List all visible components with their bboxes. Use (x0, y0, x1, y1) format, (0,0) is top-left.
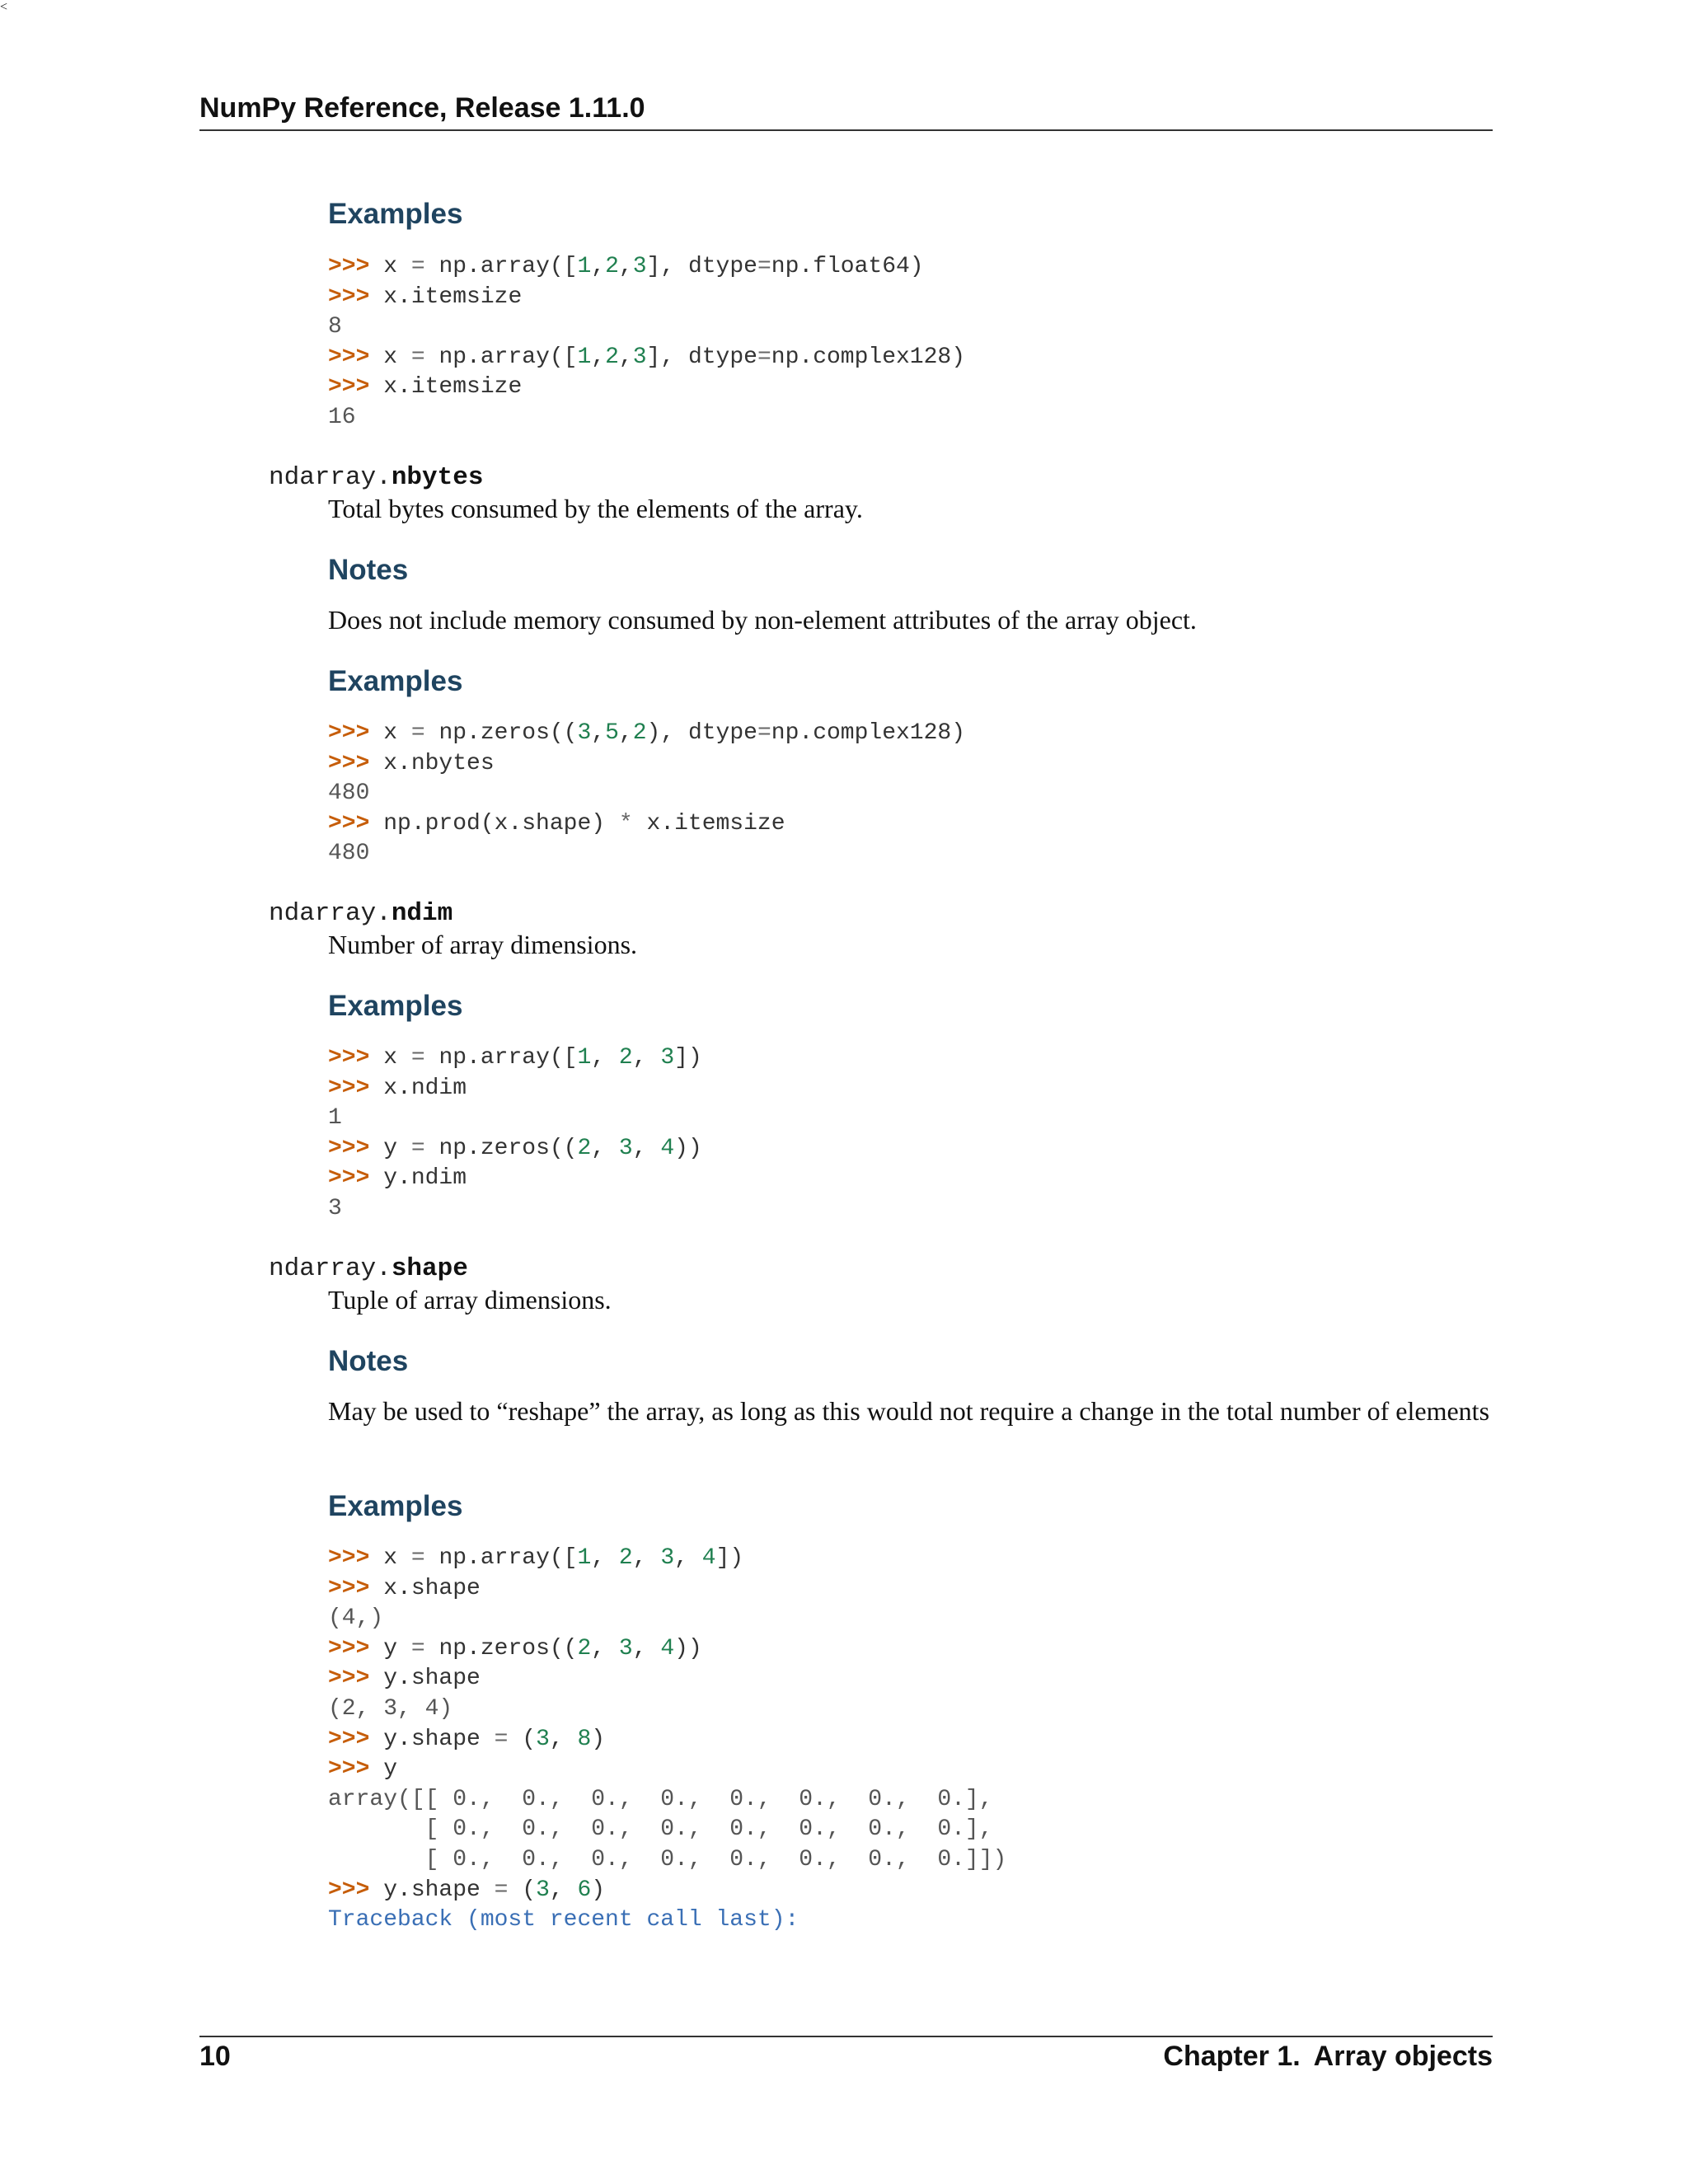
code-token: ( (508, 1726, 537, 1752)
code-prompt: >>> (328, 1165, 384, 1192)
code-token: , (591, 1635, 619, 1661)
code-token: = (410, 1135, 425, 1161)
code-token: np.zeros(( (424, 720, 578, 746)
code-line (328, 1164, 702, 1194)
code-output: [ 0., 0., 0., 0., 0., 0., 0., 0.]]) (328, 1846, 1007, 1872)
code-prompt: >>> (328, 254, 384, 279)
code-token: = (410, 1545, 425, 1571)
attribute-description: Tuple of array dimensions. (328, 1285, 612, 1315)
chapter-title (1163, 2041, 1493, 2073)
code-token: = (410, 1635, 425, 1661)
code-token: 1 (577, 1045, 592, 1071)
code-token: , (591, 344, 606, 370)
page-header-title: NumPy Reference, Release 1.11.0 (199, 92, 645, 124)
code-token: 1 (577, 254, 592, 279)
code-token: = (494, 1726, 509, 1752)
code-line (328, 809, 965, 840)
code-prompt: >>> (328, 1877, 384, 1903)
code-token: 5 (605, 720, 619, 746)
code-token: y.shape (383, 1877, 495, 1903)
code-output: (4,) (328, 1605, 384, 1632)
code-token: , (618, 254, 633, 279)
code-line (328, 1694, 1006, 1725)
document-page: NumPy Reference, Release 1.11.0 Examples >>> x = np.array([1,2,3], dtype=np.float64) >>> x.itemsize 8 >>> x = np.array([1,2,3], dtype=np.complex128) >>> x.itemsize 16 ndarray.nbytes Total bytes consumed by the elements of the array. Notes Does not include memory consumed by non-element attributes of the array object. Examples >>> x = np.zeros((3,5,2), dtype=np.complex128) >>> x.nbytes 480 >>> np.prod(x.shape) * x.itemsize 480 ndarray.ndim Number of array dimensions. Examples >>> x = np.array([1, 2, 3]) >>> x.ndim 1 >>> y = np.zeros((2, 3, 4)) >>> y.ndim 3 < ndarray.shape Tuple of array dimensions. Notes May be used to “reshape” the array, as long as this would not require a change in the total number of elements Examples >>> x = np.array([1, 2, 3, 4]) >>> x.shape (4,) >>> y = np.zeros((2, 3, 4)) >>> y.shape (2, 3, 4) >>> y.shape = (3, 8) >>> y array([[ 0., 0., 0., 0., 0., 0., 0., 0.], [ 0., 0., 0., 0., 0., 0., 0., 0.], [ 0., 0., 0., 0., 0., 0., 0., 0.]]) >>> y.shape = (3, 6) Traceback (most recent call last): 10 Chapter 1. Array objects (0, 0, 1493, 2072)
code-token: x.shape (383, 1575, 481, 1601)
code-line (328, 1634, 1006, 1665)
code-line (328, 1134, 702, 1165)
code-output: 3 (328, 1195, 342, 1221)
code-line (328, 1104, 702, 1134)
code-output: 480 (328, 780, 370, 807)
code-line (328, 1815, 1006, 1845)
code-token: )) (674, 1635, 702, 1661)
code-token: 3 (632, 344, 647, 370)
code-token: )) (674, 1135, 702, 1161)
code-token: 2 (605, 254, 619, 279)
code-prompt: >>> (328, 810, 384, 837)
code-line (328, 1876, 1006, 1906)
examples-heading: Examples (328, 1490, 463, 1522)
code-token: ], dtype (646, 254, 757, 279)
code-token: y (383, 1635, 411, 1661)
attribute-description: Total bytes consumed by the elements of the array. (328, 494, 863, 523)
code-token: , (591, 1135, 619, 1161)
code-line (328, 343, 965, 373)
code-line (328, 1845, 1006, 1876)
notes-heading: Notes (328, 554, 409, 586)
code-token: ], dtype (646, 344, 757, 370)
code-token: x.itemsize (383, 374, 523, 401)
code-token: 2 (618, 1045, 633, 1071)
examples-heading: Examples (328, 198, 463, 230)
code-token: ]) (715, 1545, 744, 1571)
code-token: 2 (577, 1635, 592, 1661)
code-prompt: >>> (328, 374, 384, 401)
code-line (328, 1905, 1006, 1936)
code-line (328, 1043, 702, 1074)
code-block-ndim (328, 1043, 702, 1225)
code-token: , (591, 720, 606, 746)
code-token: = (757, 720, 771, 746)
code-prompt: >>> (328, 344, 384, 370)
attribute-description: Number of array dimensions. (328, 930, 638, 959)
code-token: np.prod(x.shape) (383, 810, 619, 837)
code-token: , (632, 1135, 661, 1161)
examples-heading: Examples (328, 990, 463, 1022)
code-token: = (410, 1045, 425, 1071)
attribute-signature-shape (269, 1254, 468, 1283)
code-token: x (383, 254, 411, 279)
code-token: * (618, 810, 633, 837)
header-rule (199, 129, 1493, 131)
code-output: (2, 3, 4) (328, 1695, 453, 1722)
code-token: y.shape (383, 1666, 481, 1692)
code-token: ) (591, 1877, 606, 1903)
code-token: y.ndim (383, 1165, 467, 1192)
code-output: 8 (328, 314, 342, 340)
code-token: = (410, 254, 425, 279)
code-line (328, 779, 965, 809)
code-token: 8 (577, 1726, 592, 1752)
code-line (328, 373, 965, 403)
code-token: ) (591, 1726, 606, 1752)
notes-paragraph: Does not include memory consumed by non-element attributes of the array object. (328, 605, 1197, 635)
code-token: , (549, 1877, 578, 1903)
code-line (328, 312, 965, 343)
code-prompt: >>> (328, 1575, 384, 1601)
code-prompt: >>> (328, 1726, 384, 1752)
code-output: 480 (328, 841, 370, 867)
code-prompt: >>> (328, 750, 384, 776)
code-token: = (410, 720, 425, 746)
code-token: np.complex128) (771, 344, 966, 370)
code-token: 3 (577, 720, 592, 746)
code-token: np.array([ (424, 254, 578, 279)
code-line (328, 1755, 1006, 1785)
footer-rule (199, 2036, 1493, 2037)
code-line (328, 1544, 1006, 1574)
code-output: 16 (328, 404, 356, 430)
code-block-itemsize (328, 252, 965, 434)
code-prompt: >>> (328, 1666, 384, 1692)
code-token: 2 (605, 344, 619, 370)
code-token: ]) (674, 1045, 702, 1071)
code-token: , (591, 254, 606, 279)
code-line (328, 1785, 1006, 1816)
code-prompt: >>> (328, 1635, 384, 1661)
code-prompt: >>> (328, 1075, 384, 1101)
code-token: 6 (577, 1877, 592, 1903)
code-block-nbytes (328, 719, 965, 869)
examples-heading: Examples (328, 665, 463, 697)
attribute-signature-ndim (269, 899, 452, 928)
code-token: x.ndim (383, 1075, 467, 1101)
code-token: y.shape (383, 1726, 495, 1752)
code-line (328, 1194, 702, 1225)
code-token: , (632, 1545, 661, 1571)
signature-name: ndim (391, 899, 453, 928)
signature-prefix: ndarray. (269, 463, 392, 492)
code-line (328, 1664, 1006, 1694)
code-output: 1 (328, 1105, 342, 1132)
code-token: 4 (701, 1545, 716, 1571)
code-token: , (591, 1045, 619, 1071)
code-token: ( (508, 1877, 537, 1903)
code-line (328, 403, 965, 434)
code-token: np.float64) (771, 254, 924, 279)
code-token: y (383, 1135, 411, 1161)
code-token: Traceback (most recent call last): (328, 1907, 799, 1933)
attribute-signature-nbytes (269, 463, 483, 492)
signature-prefix: ndarray. (269, 899, 392, 928)
code-prompt: >>> (328, 1135, 384, 1161)
code-token: 2 (577, 1135, 592, 1161)
code-token: 3 (632, 254, 647, 279)
notes-heading: Notes (328, 1345, 409, 1377)
code-token: x (383, 720, 411, 746)
signature-prefix: ndarray. (269, 1254, 392, 1283)
code-prompt: >>> (328, 1545, 384, 1571)
code-line (328, 839, 965, 869)
code-token: x (383, 1545, 411, 1571)
code-token: 3 (618, 1635, 633, 1661)
code-token: = (494, 1877, 509, 1903)
code-token: np.array([ (424, 344, 578, 370)
chapter-label: Chapter 1. (1163, 2041, 1301, 2072)
signature-name: shape (391, 1254, 468, 1283)
code-token: 3 (536, 1877, 550, 1903)
notes-paragraph: May be used to “reshape” the array, as long as this would not require a change in the total number of elements (328, 1396, 1490, 1426)
code-token: 3 (618, 1135, 633, 1161)
code-block-shape (328, 1544, 1006, 1936)
code-token: 2 (618, 1545, 633, 1571)
code-token: ), dtype (646, 720, 757, 746)
code-output: array([[ 0., 0., 0., 0., 0., 0., 0., 0.], (328, 1786, 993, 1812)
code-line (328, 1574, 1006, 1605)
code-token: 4 (660, 1635, 675, 1661)
code-token: = (757, 344, 771, 370)
code-token: x.nbytes (383, 750, 495, 776)
code-token: , (618, 720, 633, 746)
code-token: y (383, 1756, 398, 1783)
code-token: np.complex128) (771, 720, 966, 746)
code-line (328, 1725, 1006, 1755)
code-token: , (632, 1635, 661, 1661)
code-line (328, 252, 965, 283)
code-token: , (618, 344, 633, 370)
code-token: np.zeros(( (424, 1635, 578, 1661)
code-line (328, 719, 965, 749)
page-number: 10 (199, 2041, 231, 2072)
code-token: x (383, 344, 411, 370)
code-token: 3 (660, 1045, 675, 1071)
code-line (328, 283, 965, 313)
code-token: 3 (536, 1726, 550, 1752)
code-token: np.array([ (424, 1045, 578, 1071)
code-line (328, 1604, 1006, 1634)
chapter-name: Array objects (1313, 2041, 1493, 2072)
code-token: np.array([ (424, 1545, 578, 1571)
code-prompt: >>> (328, 1045, 384, 1071)
code-token: np.zeros(( (424, 1135, 578, 1161)
code-token: x.itemsize (632, 810, 785, 837)
code-token: 3 (660, 1545, 675, 1571)
code-token: 1 (577, 344, 592, 370)
code-output: [ 0., 0., 0., 0., 0., 0., 0., 0.], (328, 1816, 993, 1843)
code-token: , (674, 1545, 702, 1571)
code-token: = (410, 344, 425, 370)
code-prompt: >>> (328, 284, 384, 310)
code-token: , (591, 1545, 619, 1571)
code-token: 1 (577, 1545, 592, 1571)
code-prompt: >>> (328, 1756, 384, 1783)
code-token: x (383, 1045, 411, 1071)
code-token: 2 (632, 720, 647, 746)
code-token: = (757, 254, 771, 279)
code-line (328, 1074, 702, 1104)
code-token: , (549, 1726, 578, 1752)
code-prompt: >>> (328, 720, 384, 746)
code-line (328, 749, 965, 780)
code-token: x.itemsize (383, 284, 523, 310)
signature-name: nbytes (391, 463, 484, 492)
code-token: , (632, 1045, 661, 1071)
code-token: 4 (660, 1135, 675, 1161)
